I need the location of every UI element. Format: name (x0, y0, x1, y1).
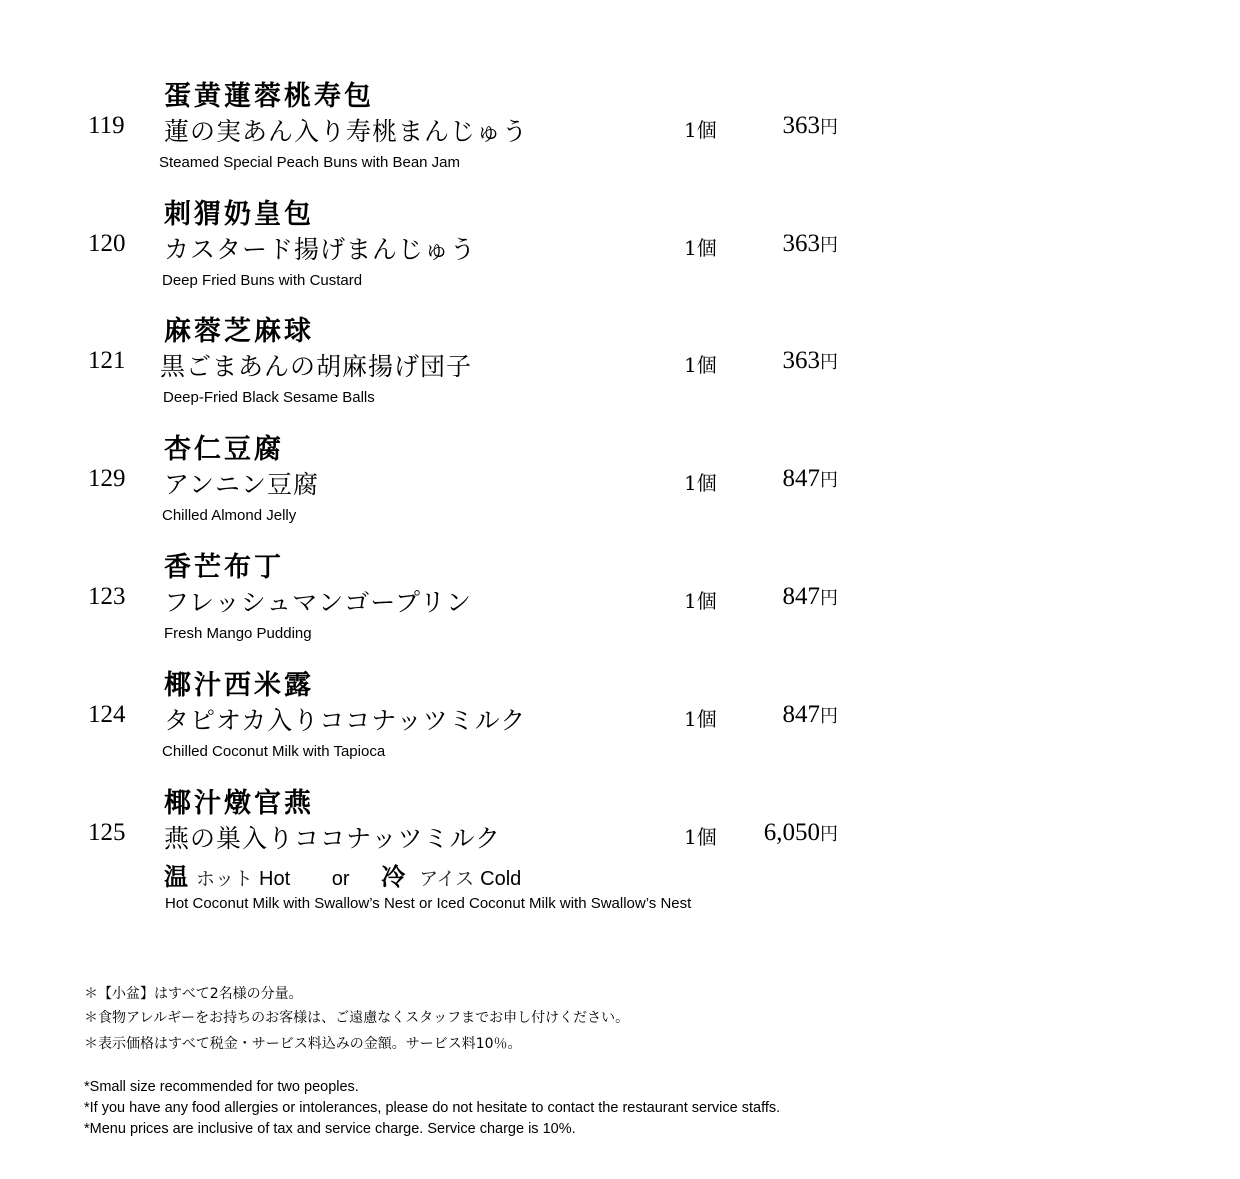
menu-item (0, 192, 1240, 310)
menu-item (0, 309, 1240, 427)
item-quantity: 1個 (684, 707, 717, 731)
item-price (783, 465, 839, 493)
note-portion-en: *Small size recommended for two peoples. (84, 1079, 359, 1095)
menu-item (0, 74, 1240, 192)
price-value: 6,050 (763, 819, 820, 846)
price-value: 847 (782, 465, 820, 492)
hot-kanji: 温 (164, 862, 188, 891)
item-name-english: Deep-Fried Black Sesame Balls (163, 389, 375, 406)
item-number: 121 (88, 347, 126, 374)
item-name-japanese: アンニン豆腐 (164, 470, 320, 499)
menu-item (0, 427, 1240, 545)
item-number: 129 (88, 465, 126, 492)
item-price (764, 819, 838, 847)
price-value: 363 (782, 230, 820, 257)
currency-label: 円 (820, 588, 838, 609)
item-name-english: Fresh Mango Pudding (164, 625, 312, 642)
price-value: 847 (782, 583, 820, 610)
item-name-japanese: タピオカ入りココナッツミルク (164, 706, 527, 735)
item-price (783, 583, 839, 611)
item-name-english: Chilled Coconut Milk with Tapioca (162, 743, 386, 760)
currency-label: 円 (820, 352, 838, 373)
item-number: 123 (88, 583, 126, 610)
note-portion-jp: ＊【小盆】はすべて2名様の分量。 (84, 986, 303, 1002)
currency-label: 円 (820, 235, 838, 256)
item-price (783, 112, 839, 140)
item-name-chinese: 杏仁豆腐 (164, 434, 284, 465)
item-name-english: Steamed Special Peach Buns with Bean Jam (159, 154, 461, 171)
menu-item (0, 781, 1240, 921)
notes-english (84, 1077, 780, 1140)
currency-label: 円 (820, 824, 838, 845)
item-number: 119 (88, 112, 125, 139)
cold-kana: アイス (419, 868, 475, 890)
item-quantity: 1個 (684, 236, 717, 260)
item-price (783, 701, 839, 729)
price-value: 363 (782, 347, 820, 374)
item-name-chinese: 香芒布丁 (164, 552, 284, 583)
item-name-chinese: 麻蓉芝麻球 (164, 316, 314, 347)
note-allergy-en: *If you have any food allergies or intolerances, please do not hesitate to contact the restaurant service staffs. (84, 1100, 781, 1116)
item-name-english: Hot Coconut Milk with Swallow’s Nest or Iced Coconut Milk with Swallow’s Nest (165, 895, 692, 912)
hot-label: Hot (259, 868, 291, 890)
cold-label: Cold (480, 868, 522, 890)
hot-kana: ホット (196, 868, 254, 890)
item-quantity: 1個 (684, 825, 717, 849)
menu-item (0, 545, 1240, 663)
item-price (783, 347, 839, 375)
item-name-english: Deep Fried Buns with Custard (162, 272, 363, 289)
note-price-jp: ＊表示価格はすべて税金・サービス料込みの金額。サービス料10％。 (84, 1036, 522, 1052)
item-name-japanese: カスタード揚げまんじゅう (164, 235, 477, 264)
menu-item (0, 663, 1240, 781)
item-price (783, 230, 839, 258)
item-number: 120 (88, 230, 126, 257)
item-number: 124 (88, 701, 126, 728)
note-allergy-jp: ＊食物アレルギーをお持ちのお客様は、ご遠慮なくスタッフまでお申し付けください。 (84, 1010, 630, 1026)
item-number: 125 (88, 819, 126, 846)
temperature-options (164, 857, 521, 892)
item-name-chinese: 刺猬奶皇包 (164, 199, 314, 230)
currency-label: 円 (820, 706, 838, 727)
cold-kanji: 冷 (381, 862, 406, 891)
item-name-japanese: フレッシュマンゴープリン (164, 588, 473, 617)
item-quantity: 1個 (684, 471, 717, 495)
or-label: or (331, 868, 350, 890)
item-name-english: Chilled Almond Jelly (162, 507, 297, 524)
item-quantity: 1個 (684, 589, 717, 613)
item-quantity: 1個 (684, 118, 717, 142)
currency-label: 円 (820, 117, 838, 138)
item-name-chinese: 椰汁西米露 (164, 670, 314, 701)
note-price-en: *Menu prices are inclusive of tax and service charge. Service charge is 10%. (84, 1121, 576, 1137)
price-value: 847 (782, 701, 820, 728)
notes-japanese (84, 984, 629, 1058)
item-name-japanese: 蓮の実あん入り寿桃まんじゅう (164, 117, 529, 146)
item-name-japanese: 燕の巣入りココナッツミルク (164, 824, 502, 853)
item-name-chinese: 椰汁燉官燕 (164, 788, 314, 819)
currency-label: 円 (820, 470, 838, 491)
item-quantity: 1個 (684, 353, 717, 377)
price-value: 363 (782, 112, 820, 139)
item-name-chinese: 蛋黄蓮蓉桃寿包 (164, 81, 374, 112)
item-name-japanese: 黒ごまあんの胡麻揚げ団子 (160, 352, 473, 381)
